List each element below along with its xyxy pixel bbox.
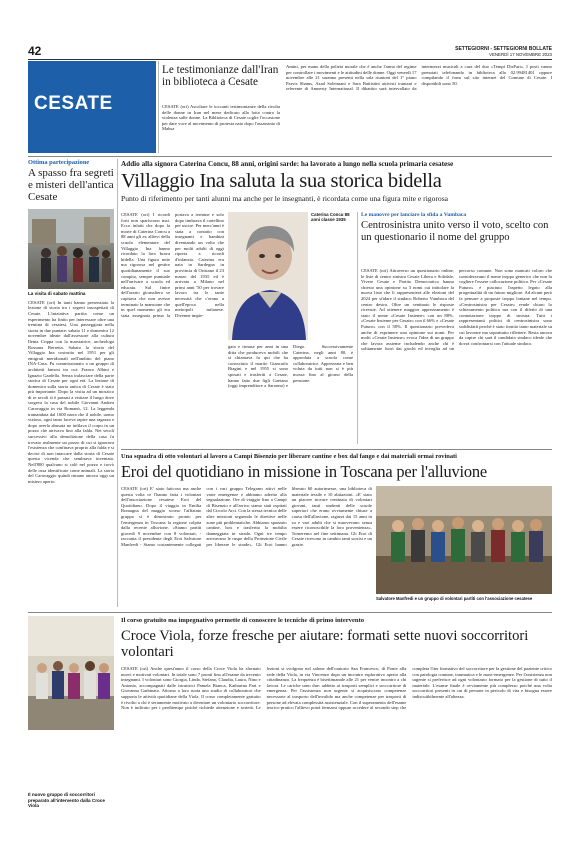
- main-story-photo: [228, 212, 308, 340]
- main-story-subheadline: Punto di riferimento per tanti alunni ma anche per le insegnanti, è ricordata come una figura mite e rigorosa: [121, 194, 449, 203]
- main-story-body: CESATE (ori) I ricordi forti non sparíscono mai. Ecco infatti che dopo la morte di Caterina Concu a 88 anni gli ex allievi della scuola elementare del Villaggio Ina hanno ricordato la loro brava bidella. Una figura mite ma rigorosa nel gestire quotidianamente il suo compito, sempre puntuale nell'arrivare a scuola ed educata. Sul finire dell'orario giornaliero se capitava che non avesse terminato la mansione che in quel momento gli era stata assegnata prima la portava a termine e solo dopo timbrava il cartellino per uscire. Per merc'anni è stata a contatto con insegnanti e bambini diventando un volto che per molti adulti di oggi riporta a ricordi d'infanzia. Caterina era nata in Sardegna in provincia di Oristano il 23 marzo del 1935 ed è arrivata a Milano nel primi anni '50 per trovare lavoro tra le tante necessità che c'erano a quell'epoca nella metropoli milanese. Divenne impie-: [121, 212, 224, 318]
- left-story-headline: A spasso fra segreti e misteri dell'antica Cesate: [28, 167, 114, 203]
- middle-story-photo-caption: Salvatore Manfredi e un gruppo di volontari partiti con l'associazione cesatese: [376, 596, 533, 601]
- main-story-headline: Villaggio Ina saluta la sua storica bidella: [121, 170, 442, 192]
- left-story-kicker: Ottima partecipazione: [28, 159, 90, 166]
- middle-story-kicker: Una squadra di otto volontari al lavoro a Campi Bisenzio per liberare cantine e box dal fango e dai materiali ormai rovinati: [121, 453, 457, 460]
- bottom-story-photo: [28, 616, 114, 730]
- main-story-photo-caption: Caterina Concu 88 anni classe 1935: [311, 212, 350, 222]
- right-story-headline: Centrosinistra unito verso il voto, scelto con un questionario il nome del gruppo: [361, 220, 549, 243]
- page-number: 42: [28, 44, 42, 58]
- bottom-story-photo-caption: Il nuovo gruppo di soccorritori preparato all'intervento dalla Croce Viola: [28, 792, 105, 809]
- left-story-photo-caption: La visita di sabato mattina: [28, 291, 86, 297]
- main-story-kicker: Addio alla signora Caterina Concu, 88 anni, origini sarde: ha lavorato a lungo nella scuola primaria cesatese: [121, 160, 454, 168]
- top-story-body-right: Amini, per mano della polizia morale che è anche l'arma del regime per controllare i movimenti e le attitudini delle donne. Oggi venerdì 17 novembre alle 21 saranno presenti nella sala riunioni del 1° piano Parvis Shams, Azad Soleimani e Sara Battistini attivisti iraniani e referente di Amnesty International. Il dibattito sarà intervallato da intermezzi musicali a cura del duo «Tempi DisPari». I posti vanno prenotati telefonando in biblioteca allo 02.99481401 oppure compilando il form sul sito internet del Comune di Cesate. I disponibili sono 50.: [286, 64, 552, 92]
- section-title: CESATE: [34, 93, 113, 114]
- bottom-story-body: CESATE (ori) Anche quest'anno il corso della Croce Viola ha sfornato nuovi e motivati volontari. In totale sono 7 pronti fino all'esame da trecento insegnanti. I volontari sono Giorgia, Linda, Stefano, Claudia, Laura, Nino e Antonio, accompagnati dalle istruttrici Pamela Bianca, Katharina Pari e Giovanna Garbinato. Attorno a loro ruota uno studio di collaboratori che supporta le attività quotidiane della Viola. Il corso completamente gratuito è rivolto a chi è seriamente motivato a diventare un volontario soccorritore. Non è indicato per i perditempo poiché richiede attenzione e serietà. Le lezioni si svolgono nel salone dell'oratorio San Francesco, di Ponte alla sede della Viola, in via Vincenzo dopo un incontro esplorativo aperto alla cittadinanza. La frequenza è bisettimanale alle 21 per ventre incontro a chi lavora. Le cariche sono due: addetto ai trasporti semplici e soccorritore di emergenza. Per l'assistenza non urgente si acquisiscono competenze necessarie al trasporto dell'invalido ma anche competenze per trasporti di persone ad elevata complessità assistenziale. Con il superamento dell'esame teorico-pratico l'allievo potrà fermarsi oppure accedere al secondo step che completa l'iter formativo del soccorritore per la gestione del paziente critico con patologia comune, traumatica e le maxi-emergenze. Per l'assistenza non urgente si preferisce ad ogni volontario formato per la gestione di tutto il materiale. L'esame finale è ovviamente più complesso poiché una volta soccorritori presenti in cui di persone in pericolo di vita e bisogna essere indiscutibilmente all'altezza.: [121, 666, 552, 711]
- right-story-kicker: Le manovre per lanciare la sfida a Vumbaca: [361, 212, 467, 218]
- left-story: [28, 159, 114, 609]
- top-story-headline: Le testimonianze dall'Iran in biblioteca a Cesate: [162, 64, 279, 89]
- right-story-body: CESATE (ori) Attraverso un questionario online, le liste di centro sinistra Cesate Libera e Solidale, Vivere Cesate e Partito Democratico hanno chiesto una opinione su 3 nomi cui intitolare la nuova lista che li rappresenterà alle elezioni del 2024 per sfidare il sindaco Roberto Vumbaca del centro destra. Oltre un centinaio le risposte ricevute. Ad ottenere maggior apprezzamento è stato il nome «Cesate Insieme» con un 88%. «Cesate Insieme per Cesate» con il 66% e «Cesate Futuro» con il 58%. Il questionario prevedeva anche di esprimere una opinione sui nomi. Per molti «Cesate Insieme» evoca l'idea di un gruppo che lavora assieme includendo anche chi è solitamente fuori dai giochi ed invoglia ad un percorso comune. Non sono mancati coloro che consideravano il nome troppo generico che non fa cogliere l'essere collocazione politica. Per «Cesate Futuro» è piaciuto l'aspetto legato alla progettualità di un futuro migliore. Ad alcuni però fa pensare a proposte troppo lontane nel tempo. «Centrosinistra per Cesate» rende chiaro lo schieramento politico ma con il difetto di una connotazione troppo di sinistra. Tutti i rappresentanti politici di centrosinistra sono soddisfatti perché è stato fornito tanto materiale su cui lavorare ma soprattutto riflettere. Resta ancora da capire chi sarà il candidato sindaco ideale che dovrà confrontarsi con l'attuale sindaco.: [361, 268, 552, 352]
- section-band: [28, 61, 156, 153]
- main-story-body-tail: gata e rimase per anni in una ditta che produceva mobili che si chiamava fu qui che ha conosciuto il marito Giancarlo Biagini e nel 1955 si sono sposati e trasferiti a Cesate, hanno fatto due figli Gaetano (oggi imprenditore a Saronno) e Diego. Successivamente Caterina, negli anni 80, è approdata a scuola come collaboratrice. Apprezzata e ben voluta da tutti non si è più mossa fino al giorno della pensione.: [228, 344, 353, 389]
- publication-name: SETTEGIORNI - SETTEGIORNI BOLLATE: [455, 46, 552, 52]
- publication-date: VENERDÌ 17 NOVEMBRE 2023: [489, 52, 552, 57]
- bottom-story-headline: Croce Viola, forze fresche per aiutare: formati sette nuovi soccorritori volontari: [121, 628, 529, 660]
- bottom-story-kicker: Il corso gratuito ma impegnativo permette di conoscere le tecniche di primo intervento: [121, 617, 365, 624]
- left-story-photo: [28, 209, 114, 289]
- middle-story-photo: [376, 486, 552, 594]
- left-story-body: CESATE (ori) In tanti hanno presenziato la lezione di storia tra i segreti insospettati di Cesate. L'iniziativa partita come un esperimento ha finito per interessare oltre una trentina di cesatesi. Una passeggiata nella storia in due puntate: sabato 11 e domenica 12 novembre ideate dall'assessore alla cultura Ilenia Crippa con la marsiatrice, archeologa Rossana Berretta. Sabato la storia del Villaggio Ina costruito nel 1951 per gli emigrati meridionali nell'ambito del piano INA-Casa. Fu commissionato a un gruppo di architetti famosi tra cui: Franco Albini e Ignazio Gardella. Senza tralasciare della parte storica di Cesate per ogni età. La lezione di domenica sulla storia antica di Cesate è stato più importante. Dopo la visita ad un mosaico di re secoli sì è passati a visitare il luogo dove sorgeva la casa del nobile Giovanni Andrea Caravaggio in via Romanò, 12. La leggenda tramandata dal 1600 narra che il nobile, uomo vizioso, ogni tanto faceva rapire una ragazza e dopo averla abusata ne infilava il corpo in un pozzo che arrivava fino alla falda. Nei secoli successivi alla demolizione della casa fu trovato realmente un pozzo di cui si ignorava l'esistenza che confinava proprio alla falda e si decise di non intaccare dalla storia di Cesate questa vicenda che sembrava inventata. Nell'800 qualcuno si calò nel pozzo e trovò delle ossa identificate come animali. La storia del Caravaggio quindi rimane ancora oggi un mistero aperto.: [28, 299, 114, 484]
- middle-story-body: CESATE (ori) E' stato faticoso ma anche questa volta ce l'hanno fatta i volontari dell'associazione cesatese Eroi del Quotidiano. Dopo il viaggio in Emilia Romagna del maggio scorso l'affiatato gruppo si è dimostrato pronto per l'emergenza in Toscana la regione colpita dalla recente alluvione. «Siamo partiti giovedì 9 novembre con 8 volontari, - racconta il presidente degli Eroi Salvatore Manfredi - Siamo costantemente collegati con i vari gruppo Telegram attivi nelle varie emergenze e abbiamo aderito alla segnalazione. Ore di viaggio fino a Campi di Bisenzio e all'arrivo siamo stati ospitati dal Circolo Arci. Con la stessa tecnica delle altre missioni seguendo le direttive nelle zone più problematiche. Abbiamo spazzato cantine, box e trasferito la mobilia danneggiata in strada. Ogni tre tempo arrivavano le ruspe della Protezione Civile per liberare le strade». Gli Eroi hanno liberato 60 autorimesse, una biblioteca di materiale tessile e 10 abitazioni. «E' stato un piacere trovare centinaia di volontari giovani, tanti studenti delle scuole superiori che erano ovviamente chiuse a causa dell'alluvione, ragazzi dai 15 anni in su e vari adulti che si muovevano senza essere riconoscibile la loro provenienza». Torneremo nel fine settimana. Gli Eroi di Cesate ricevono in cambio tanti sorrisi e un grazie.: [121, 486, 372, 547]
- middle-story-headline: Eroi del quotidiano in missione in Toscana per l'alluvione: [121, 462, 487, 481]
- top-story-body: CESATE (ori) Ascoltare le toccanti testimonianze della rivolta delle donne in Iran nel mese dedicato alla lotta contro la violenza sulle donne. La Biblioteca di Cesate coglie l'occasione per dare voce al movimento di protesta nato dopo l'assassinio di Mahsa: [162, 104, 280, 132]
